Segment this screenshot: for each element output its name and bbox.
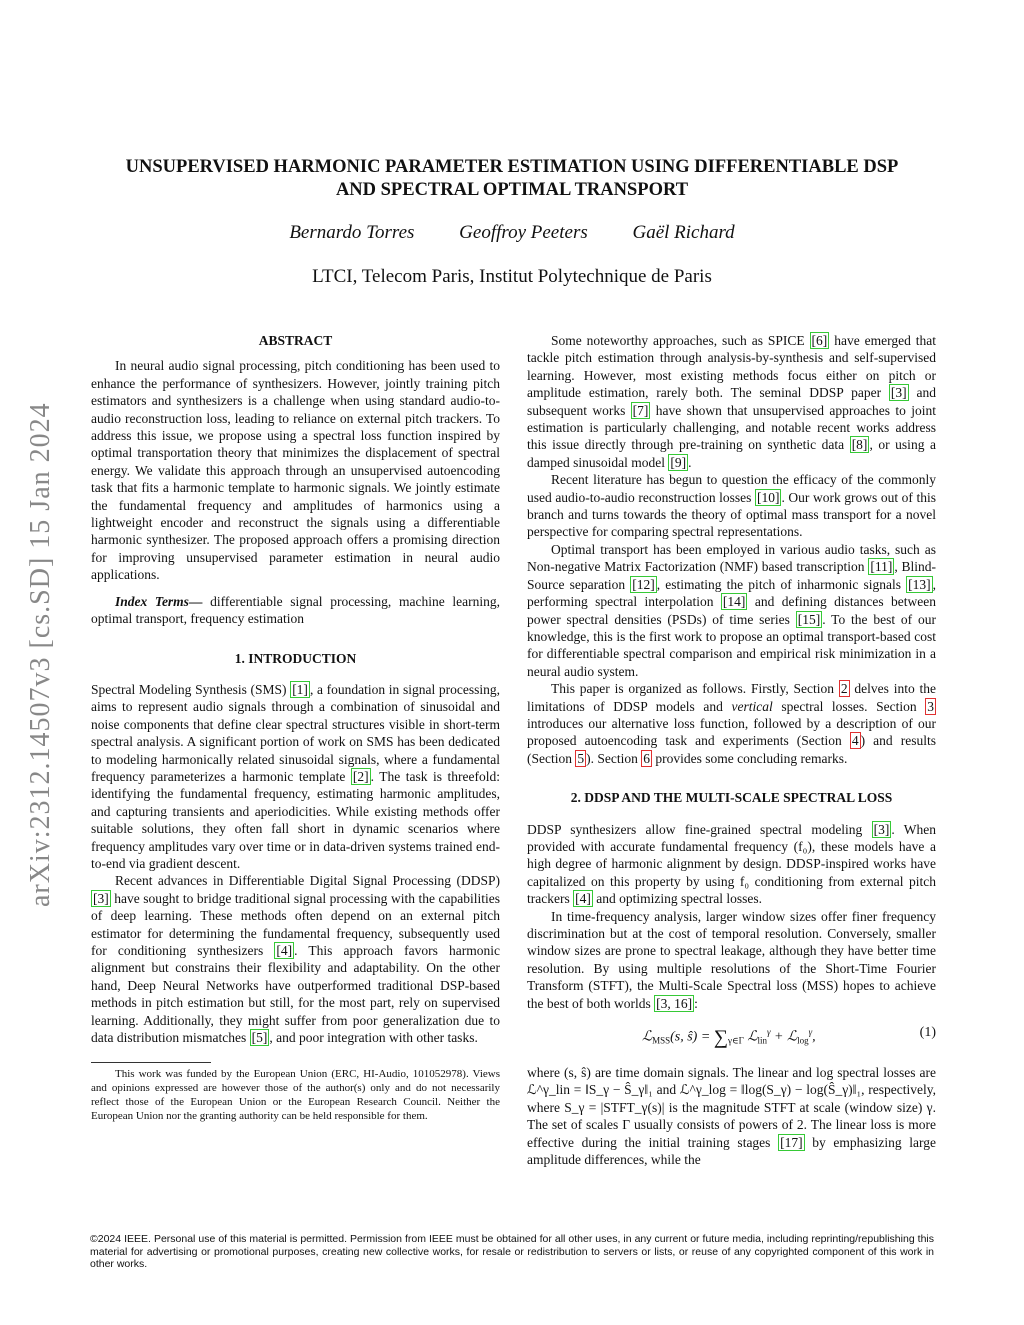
- citation-link[interactable]: [4]: [575, 891, 591, 907]
- citation-link[interactable]: [12]: [632, 576, 655, 592]
- text-run: , and poor integration with other tasks.: [269, 1030, 478, 1046]
- author-1: Bernardo Torres: [289, 222, 415, 243]
- text-run: Spectral Modeling Synthesis (SMS): [91, 681, 291, 697]
- section-link[interactable]: 2: [840, 681, 848, 697]
- footnote-divider: [91, 1062, 211, 1063]
- affiliation: LTCI, Telecom Paris, Institut Polytechnique de Paris: [312, 266, 712, 287]
- text-run: DDSP synthesizers allow fine-grained spectral modeling: [527, 821, 872, 837]
- right-paragraph-3: [527, 541, 936, 680]
- section-link[interactable]: 3: [927, 698, 935, 714]
- citation-link[interactable]: [4]: [276, 943, 293, 958]
- author-list: [90, 222, 934, 244]
- title-line-1: UNSUPERVISED HARMONIC PARAMETER ESTIMATION USING DIFFERENTIABLE DSP: [125, 157, 899, 177]
- index-terms-text: differentiable signal processing, machine learning, optimal transport, frequency estimation: [91, 593, 500, 627]
- paper-title: [90, 156, 934, 202]
- right-paragraph-5: [527, 821, 936, 908]
- text-run: where (s, ŝ) are time domain signals. The linear and log spectral losses are ℒ^γ_lin = ‖S_γ − Ŝ_γ‖₁ and ℒ^γ_log = ‖log(S_γ) − log(Ŝ_γ)‖₁, respectively, where S_γ = |STFT_γ(s)| is the magnitude STFT at scale (window size) γ. The set of scales Γ usually consists of powers of 2. The linear loss is more effective during the initial training stages: [527, 1065, 936, 1150]
- text-run: :: [694, 995, 698, 1011]
- citation-link[interactable]: [5]: [251, 1030, 268, 1046]
- emphasis: vertical: [731, 698, 773, 714]
- text-run: have shown that unsupervised approaches to joint estimation is particularly challenging, and notable recent works address this issue directly through pre-training on synthetic data: [527, 402, 936, 453]
- citation-link[interactable]: [1]: [292, 681, 308, 697]
- mss-loss-formula: ℒ$_{MSS}$(s, ŝ) = $\sum_{\gamma\in\Gamma}$ ℒ$_{lin}^\gamma$ + ℒ$_{log}^\gamma$,: [642, 1026, 816, 1049]
- citation-link[interactable]: [3]: [93, 890, 109, 906]
- text-run: spectral losses. Section: [772, 698, 926, 714]
- text-run: by emphasizing large amplitude differences, while the: [527, 1134, 937, 1168]
- equation-number: (1): [919, 1025, 936, 1041]
- right-paragraph-7: [527, 1064, 936, 1168]
- index-terms-label: Index Terms—: [115, 593, 203, 609]
- text-run: Recent literature has begun to question the efficacy of the commonly used audio-to-audio reconstruction losses: [527, 472, 936, 505]
- text-run: have sought to bridge traditional signal processing with the capabilities of deep learning. These methods often depend on an external pitch estimator for determining the fundamental frequency, subsequently used for conditioning synthesizers: [91, 890, 500, 958]
- text-run: and defining distances between power spectral densities (PSDs) of time series: [527, 594, 936, 627]
- left-column: [91, 332, 500, 1123]
- right-paragraph-1: [527, 332, 936, 471]
- citation-link[interactable]: [15]: [797, 611, 821, 627]
- right-paragraph-2: [527, 471, 936, 541]
- text-run: .: [688, 454, 692, 470]
- citation-link[interactable]: [7]: [632, 402, 649, 418]
- abstract-heading: ABSTRACT: [258, 333, 333, 348]
- copyright-notice: ©2024 IEEE. Personal use of this material is permitted. Permission from IEEE must be obtained for all other uses, in any current or future media, including reprinting/republishing this material for advertising or promotional purposes, creating new collective works, for resale or redistribution to servers or lists, or reuse of any copyrighted component of this work in other works.: [90, 1233, 934, 1271]
- citation-link[interactable]: [3, 16]: [656, 995, 693, 1011]
- text-run: . This approach favors harmonic alignment but constrains their flexibility and adaptability. On the other hand, Deep Neural Networks have outperformed traditional DSP-based methods in pitch estimation but still, for the most part, rely on supervised learning. Additionally, they might suffer from poor generalization due to data distribution mismatches: [91, 943, 500, 1046]
- citation-link[interactable]: [9]: [670, 454, 687, 470]
- text-run: Some noteworthy approaches, such as SPICE: [551, 333, 810, 348]
- citation-link[interactable]: [6]: [811, 333, 828, 348]
- text-run: , a foundation in signal processing, aims to represent audio signals through a combination of sinusoidal and noise components that define clear spectral structures visible in short-term spectral analysis. A significant portion of work on SMS has been dedicated to modeling harmonically related sinusoidal signals, where a fundamental frequency parameterizes a harmonic template: [91, 681, 501, 784]
- text-run: , or using a damped sinusoidal model: [527, 437, 936, 470]
- funding-footnote: This work was funded by the European Union (ERC, HI-Audio, 101052978). Views and opinions expressed are however those of the author(s) only and do not necessarily reflect those of the European Union or the European Research Council. Neither the European Union nor the granting authority can be held responsible for them.: [91, 1068, 500, 1123]
- citation-link[interactable]: [13]: [908, 576, 931, 592]
- text-run: , performing spectral interpolation: [527, 576, 936, 610]
- text-run: introduces our alternative loss function, followed by a description of our proposed autoencoding task and experiments (Section: [527, 715, 936, 749]
- intro-heading: 1. INTRODUCTION: [234, 650, 357, 666]
- intro-paragraph-2: [91, 872, 500, 1046]
- citation-link[interactable]: [3]: [890, 385, 907, 401]
- citation-link[interactable]: [3]: [873, 821, 890, 837]
- text-run: provides some concluding remarks.: [652, 750, 848, 766]
- intro-paragraph-1: [91, 681, 500, 872]
- text-run: In time-frequency analysis, larger window sizes offer finer frequency discrimination but at the cost of temporal resolution. Conversely, smaller window sizes are prone to spectral leakage, although they have better time resolution. By using multiple resolutions of the Short-Time Fourier Transform (STFT), the Multi-Scale Spectral loss (MSS) hopes to achieve the best of both worlds: [527, 908, 936, 1011]
- index-terms: [91, 593, 500, 628]
- section-link[interactable]: 5: [577, 750, 585, 766]
- text-run: delves into the limitations of DDSP models and: [527, 681, 936, 714]
- citation-link[interactable]: [14]: [722, 594, 746, 610]
- citation-link[interactable]: [11]: [870, 559, 893, 575]
- text-run: . The task is threefold: identifying the fundamental frequency, estimating harmonic amplitudes, and capturing transients and aperiodicities. While existing methods offer suitable solutions, they often fall short in dynamic scenarios where frequency amplitudes vary over time or in data-driven systems trained end-to-end via gradient descent.: [91, 768, 500, 871]
- citation-link[interactable]: [17]: [780, 1134, 803, 1150]
- equation-1: [527, 1020, 936, 1054]
- section-2-heading: 2. DDSP AND THE MULTI-SCALE SPECTRAL LOSS: [570, 790, 893, 806]
- author-3: Gaël Richard: [632, 222, 735, 243]
- text-run: . When provided with accurate fundamental frequency (f₀), these models have a high degree of harmonic alignment by design. DDSP-inspired works have capitalized on this property by using f₀ conditioning from external pitch trackers: [527, 821, 936, 907]
- text-run: ) and results (Section: [527, 733, 936, 766]
- arxiv-identifier: arXiv:2312.14507v3 [cs.SD] 15 Jan 2024: [25, 402, 56, 908]
- citation-link[interactable]: [8]: [851, 437, 868, 453]
- citation-link[interactable]: [10]: [756, 489, 780, 505]
- right-column: [527, 332, 936, 1168]
- title-line-2: AND SPECTRAL OPTIMAL TRANSPORT: [335, 180, 689, 200]
- text-run: and optimizing spectral losses.: [592, 891, 762, 907]
- text-run: and subsequent works: [527, 385, 936, 418]
- citation-link[interactable]: [2]: [352, 768, 369, 784]
- text-run: ). Section: [586, 750, 642, 766]
- text-run: . To the best of our knowledge, this is the first work to propose an optimal transport-based cost for differentiable spectral comparison and empirical risk minimization in a neural audio system.: [527, 611, 936, 679]
- text-run: . Our work grows out of this branch and turns towards the theory of optimal mass transport for a novel perspective for comparing spectral representations.: [527, 489, 936, 540]
- right-paragraph-4: [527, 680, 936, 767]
- text-run: Optimal transport has been employed in various audio tasks, such as Non-negative Matrix Factorization (NMF) based transcription: [527, 541, 936, 575]
- section-link[interactable]: 4: [851, 733, 859, 749]
- text-run: , Blind-Source separation: [527, 559, 936, 592]
- section-link[interactable]: 6: [643, 750, 650, 766]
- text-run: This paper is organized as follows. Firstly, Section: [551, 681, 839, 697]
- abstract-text: In neural audio signal processing, pitch conditioning has been used to enhance the performance of synthesizers. However, jointly training pitch estimators and synthesizers is a challenge when using standard audio-to-audio reconstruction loss, leading to reliance on external pitch trackers. To address this issue, we propose using a spectral loss function inspired by optimal transportation theory that minimizes the displacement of spectral energy. We validate this approach through an unsupervised autoencoding task that fits a harmonic template to harmonic signals. We jointly estimate the fundamental frequency and amplitudes of harmonics using a lightweight encoder and reconstruct the signals using a differentiable harmonic synthesizer. The proposed approach offers a promising direction for improving unsupervised parameter estimation in neural audio applications.: [91, 358, 500, 583]
- author-2: Geoffroy Peeters: [459, 222, 588, 243]
- text-run: , estimating the pitch of inharmonic signals: [656, 576, 907, 592]
- text-run: Recent advances in Differentiable Digital Signal Processing (DDSP): [115, 873, 500, 889]
- right-paragraph-6: [527, 908, 936, 1012]
- text-run: have emerged that tackle pitch estimation through analysis-by-synthesis and self-supervised learning. However, most existing methods focus either on pitch or amplitude estimation, rarely both. The seminal DDSP paper: [527, 333, 936, 401]
